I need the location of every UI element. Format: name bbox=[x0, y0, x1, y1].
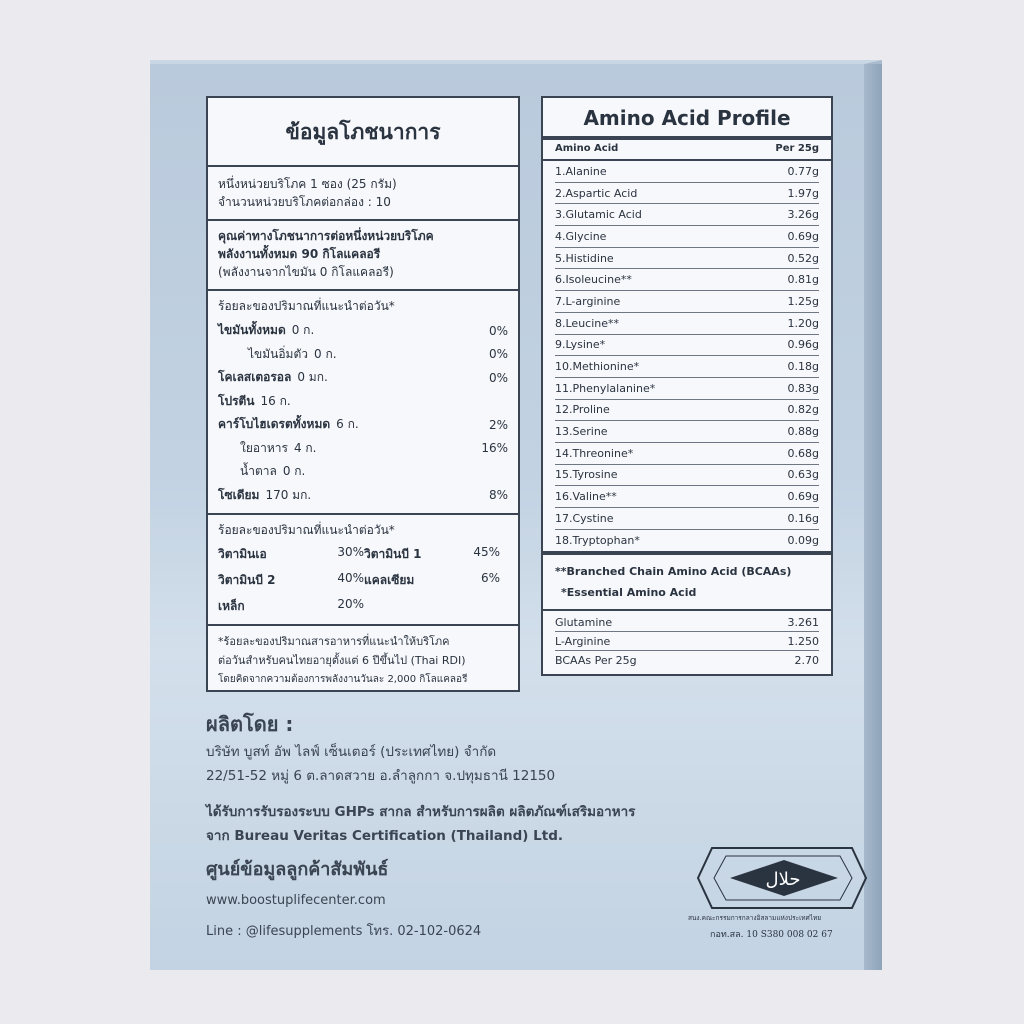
footnote-line-1: *ร้อยละของปริมาณสารอาหารที่แนะนำให้บริโภค bbox=[218, 635, 450, 648]
nutrient-row bbox=[218, 460, 508, 484]
amino-value: 0.77g bbox=[787, 164, 819, 178]
amino-extra-row bbox=[555, 651, 819, 670]
vitamin-section bbox=[208, 515, 518, 626]
nutrient-percent: 2% bbox=[488, 417, 508, 432]
amino-name: 12.Proline bbox=[555, 403, 610, 417]
nutrient-amount: 0 ก. bbox=[291, 323, 315, 338]
note-bcaa: **Branched Chain Amino Acid (BCAAs) bbox=[555, 565, 792, 579]
cert-line-1: ได้รับการรับรองระบบ GHPs สากล สำหรับการผลิต ผลิตภัณฑ์เสริมอาหาร bbox=[206, 804, 636, 820]
amino-value: 0.82g bbox=[787, 403, 819, 417]
vitamin-heading: ร้อยละของปริมาณที่แนะนำต่อวัน* bbox=[218, 523, 395, 537]
amino-name: 2.Aspartic Acid bbox=[555, 186, 638, 200]
amino-row bbox=[555, 486, 819, 508]
nutrient-amount: 4 ก. bbox=[293, 440, 317, 455]
vitamin-percent bbox=[460, 597, 500, 616]
nutrient-percent: 0% bbox=[488, 347, 508, 362]
daily-value-heading: ร้อยละของปริมาณที่แนะนำต่อวัน* bbox=[218, 299, 395, 313]
halal-mark-text: حلال bbox=[765, 869, 801, 890]
nutrient-percent: 0% bbox=[488, 323, 508, 338]
amino-extra-value: 2.70 bbox=[794, 654, 819, 668]
halal-issuer: สนง.คณะกรรมการกลางอิสลามแห่งประเทศไทย bbox=[688, 914, 822, 922]
amino-value: 1.97g bbox=[787, 186, 819, 200]
vitamin-percent: 6% bbox=[480, 571, 500, 585]
nutrient-label: น้ำตาล bbox=[240, 464, 277, 479]
nutrition-facts-panel bbox=[206, 96, 520, 692]
amino-name: 15.Tyrosine bbox=[555, 468, 618, 482]
amino-extra-row bbox=[555, 632, 819, 651]
amino-extra-row bbox=[555, 613, 819, 632]
nutrient-row bbox=[218, 366, 508, 390]
amino-name: 5.Histidine bbox=[555, 251, 614, 265]
amino-name: 17.Cystine bbox=[555, 511, 614, 525]
note-essential: *Essential Amino Acid bbox=[561, 586, 697, 600]
amino-name: 3.Glutamic Acid bbox=[555, 208, 642, 222]
amino-name: 4.Glycine bbox=[555, 229, 607, 243]
nutrition-title: ข้อมูลโภชนาการ bbox=[285, 120, 441, 144]
amino-name: 18.Tryptophan* bbox=[555, 534, 640, 548]
amino-extra-name: Glutamine bbox=[555, 615, 613, 629]
maker-heading: ผลิตโดย : bbox=[206, 712, 294, 736]
nutrient-amount: 170 มก. bbox=[265, 487, 312, 502]
amino-name: 6.Isoleucine** bbox=[555, 273, 632, 287]
nutrient-row bbox=[218, 343, 508, 367]
contact-heading: ศูนย์ข้อมูลลูกค้าสัมพันธ์ bbox=[206, 859, 389, 880]
nutrient-percent: 16% bbox=[481, 441, 508, 456]
amino-row bbox=[555, 335, 819, 357]
amino-extra-list bbox=[543, 611, 831, 672]
amino-value: 0.69g bbox=[787, 229, 819, 243]
nutrient-row bbox=[218, 484, 508, 508]
amino-col-name: Amino Acid bbox=[555, 143, 619, 154]
per-serving-heading: คุณค่าทางโภชนาการต่อหนึ่งหน่วยบริโภค bbox=[218, 229, 434, 243]
cert-line-2: จาก Bureau Veritas Certification (Thailand) Ltd. bbox=[206, 828, 563, 844]
line-phone-text: Line : @lifesupplements โทร. 02-102-0624 bbox=[206, 924, 482, 939]
amino-row bbox=[555, 313, 819, 335]
maker-company: บริษัท บูสท์ อัพ ไลฟ์ เซ็นเตอร์ (ประเทศไทย) จำกัด bbox=[206, 744, 497, 760]
amino-row bbox=[555, 204, 819, 226]
vitamin-label: แคลเซียม bbox=[364, 573, 415, 587]
nutrient-row bbox=[218, 390, 508, 414]
amino-list bbox=[543, 161, 831, 551]
website-text: www.boostuplifecenter.com bbox=[206, 893, 386, 908]
amino-acid-panel bbox=[541, 96, 833, 676]
vitamin-label: วิตามินบี 1 bbox=[364, 547, 422, 561]
maker-address: 22/51-52 หมู่ 6 ต.ลาดสวาย อ.ลำลูกกา จ.ปทุมธานี 12150 bbox=[206, 768, 556, 784]
amino-value: 0.81g bbox=[787, 273, 819, 287]
amino-row bbox=[555, 421, 819, 443]
vitamin-percent: 40% bbox=[337, 571, 364, 585]
amino-value: 1.25g bbox=[787, 294, 819, 308]
footnote-section bbox=[208, 626, 518, 695]
nutrient-amount: 0 ก. bbox=[314, 346, 337, 361]
amino-value: 0.63g bbox=[787, 468, 819, 482]
vitamin-label: วิตามินเอ bbox=[218, 547, 267, 561]
amino-value: 0.52g bbox=[787, 251, 819, 265]
amino-row bbox=[555, 226, 819, 248]
amino-value: 0.69g bbox=[787, 490, 819, 504]
amino-row bbox=[555, 183, 819, 205]
nutrient-row bbox=[218, 413, 508, 437]
amino-value: 0.96g bbox=[787, 338, 819, 352]
amino-value: 0.83g bbox=[787, 381, 819, 395]
amino-name: 1.Alanine bbox=[555, 164, 607, 178]
nutrient-label: ใยอาหาร bbox=[240, 440, 288, 455]
amino-row bbox=[555, 465, 819, 487]
amino-name: 11.Phenylalanine* bbox=[555, 381, 656, 395]
amino-value: 0.88g bbox=[787, 425, 819, 439]
amino-name: 14.Threonine* bbox=[555, 446, 634, 460]
amino-value: 1.20g bbox=[787, 316, 819, 330]
amino-name: 7.L-arginine bbox=[555, 294, 621, 308]
amino-row bbox=[555, 269, 819, 291]
amino-name: 9.Lysine* bbox=[555, 338, 606, 352]
energy-total: พลังงานทั้งหมด 90 กิโลแคลอรี bbox=[218, 247, 381, 261]
nutrient-section bbox=[208, 291, 518, 515]
vitamin-percent: 45% bbox=[473, 545, 500, 559]
amino-row bbox=[555, 443, 819, 465]
amino-extra-value: 3.261 bbox=[787, 615, 819, 629]
energy-section bbox=[208, 221, 518, 291]
amino-title: Amino Acid Profile bbox=[543, 98, 831, 140]
amino-row bbox=[555, 400, 819, 422]
amino-value: 0.68g bbox=[787, 446, 819, 460]
halal-code: กอท.สล. 10 S380 008 02 67 bbox=[710, 930, 833, 940]
amino-value: 3.26g bbox=[787, 208, 819, 222]
nutrient-amount: 16 ก. bbox=[260, 393, 291, 408]
vitamin-percent: 30% bbox=[337, 545, 364, 559]
energy-from-fat: (พลังงานจากไขมัน 0 กิโลแคลอรี) bbox=[218, 265, 394, 279]
amino-row bbox=[555, 530, 819, 552]
nutrient-percent: 8% bbox=[488, 488, 508, 503]
nutrient-label: คาร์โบไฮเดรตทั้งหมด bbox=[218, 417, 331, 432]
footnote-line-3: โดยคิดจากความต้องการพลังงานวันละ 2,000 กิโลแคลอรี bbox=[218, 674, 468, 685]
amino-col-value: Per 25g bbox=[775, 143, 819, 154]
amino-row bbox=[555, 378, 819, 400]
manufacturer-info bbox=[206, 708, 635, 941]
nutrition-title-section bbox=[208, 98, 518, 167]
nutrient-amount: 6 ก. bbox=[336, 417, 359, 432]
amino-extra-name: BCAAs Per 25g bbox=[555, 654, 637, 668]
vitamin-percent: 20% bbox=[337, 597, 364, 611]
amino-value: 0.18g bbox=[787, 360, 819, 374]
nutrient-label: ไขมันอิ่มตัว bbox=[248, 346, 308, 361]
nutrient-label: ไขมันทั้งหมด bbox=[218, 323, 286, 338]
vitamin-label: วิตามินบี 2 bbox=[218, 573, 276, 587]
serving-info-section bbox=[208, 167, 518, 221]
amino-row bbox=[555, 291, 819, 313]
vitamin-label bbox=[364, 597, 460, 616]
nutrient-label: โคเลสเตอรอล bbox=[218, 370, 292, 385]
amino-row bbox=[555, 356, 819, 378]
servings-per-box: จำนวนหน่วยบริโภคต่อกล่อง : 10 bbox=[218, 195, 391, 209]
vitamin-grid bbox=[218, 545, 508, 616]
nutrient-label: โซเดียม bbox=[218, 487, 260, 502]
amino-name: 8.Leucine** bbox=[555, 316, 620, 330]
amino-row bbox=[555, 508, 819, 530]
amino-table-header bbox=[543, 140, 831, 161]
amino-notes bbox=[543, 551, 831, 611]
amino-value: 0.16g bbox=[787, 511, 819, 525]
nutrient-row bbox=[218, 437, 508, 461]
nutrient-rows bbox=[218, 319, 508, 507]
amino-row bbox=[555, 161, 819, 183]
nutrient-amount: 0 ก. bbox=[282, 464, 306, 479]
nutrient-amount: 0 มก. bbox=[297, 370, 328, 385]
amino-value: 0.09g bbox=[787, 534, 819, 548]
footnote-line-2: ต่อวันสำหรับคนไทยอายุตั้งแต่ 6 ปีขึ้นไป (Thai RDI) bbox=[218, 654, 466, 667]
nutrient-label: โปรตีน bbox=[218, 393, 255, 408]
amino-row bbox=[555, 248, 819, 270]
nutrient-percent: 0% bbox=[488, 370, 508, 385]
amino-extra-name: L-Arginine bbox=[555, 634, 611, 648]
amino-extra-value: 1.250 bbox=[787, 634, 819, 648]
vitamin-label: เหล็ก bbox=[218, 599, 245, 613]
serving-size: หนึ่งหน่วยบริโภค 1 ซอง (25 กรัม) bbox=[218, 177, 397, 191]
amino-name: 16.Valine** bbox=[555, 490, 617, 504]
nutrient-row bbox=[218, 319, 508, 343]
amino-name: 13.Serine bbox=[555, 425, 608, 439]
amino-name: 10.Methionine* bbox=[555, 360, 640, 374]
